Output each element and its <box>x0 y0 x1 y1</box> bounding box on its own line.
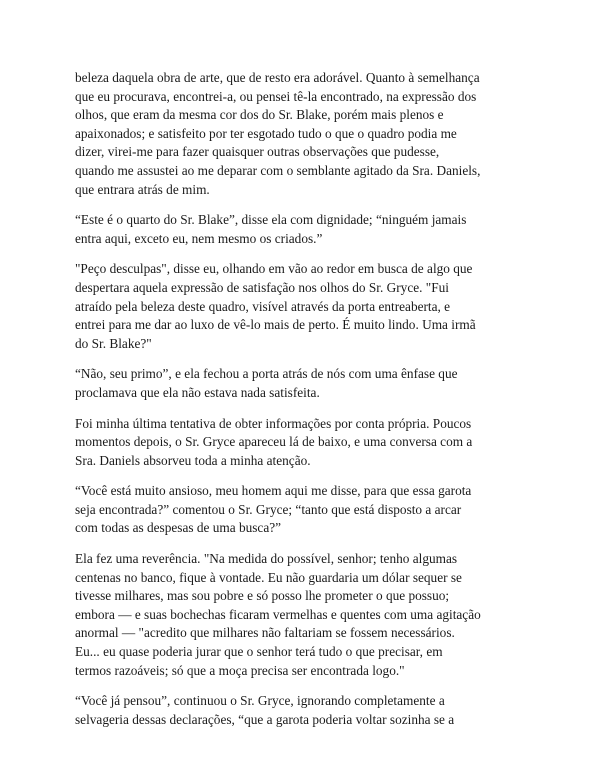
text-line: que entrara atrás de mim. <box>75 181 210 197</box>
paragraph <box>75 69 530 199</box>
text-line: “Você está muito ansioso, meu homem aqui me disse, para que essa garota <box>75 483 472 499</box>
paragraph <box>75 692 530 729</box>
text-line: proclamava que ela não estava nada satisfeita. <box>75 384 320 400</box>
text-line: entrei para me dar ao luxo de vê-lo mais de perto. É muito lindo. Uma irmã <box>75 317 476 333</box>
text-line: Sra. Daniels absorveu toda a minha atenção. <box>75 452 311 468</box>
text-line: olhos, que eram da mesma cor dos do Sr. Blake, porém mais plenos e <box>75 107 444 123</box>
paragraph <box>75 365 530 402</box>
text-line: “Este é o quarto do Sr. Blake”, disse ela com dignidade; “ninguém jamais <box>75 212 467 228</box>
paragraph <box>75 415 530 471</box>
text-line: “Não, seu primo”, e ela fechou a porta atrás de nós com uma ênfase que <box>75 366 458 382</box>
text-line: Foi minha última tentativa de obter informações por conta própria. Poucos <box>75 415 472 431</box>
paragraph <box>75 211 530 248</box>
text-line: selvageria dessas declarações, “que a garota poderia voltar sozinha se a <box>75 711 455 727</box>
text-line: embora — e suas bochechas ficaram vermelhas e quentes com uma agitação <box>75 606 481 622</box>
text-line: do Sr. Blake?" <box>75 335 152 351</box>
text-line: Eu... eu quase poderia jurar que o senhor terá tudo o que precisar, em <box>75 644 443 660</box>
text-line: quando me assustei ao me deparar com o semblante agitado da Sra. Daniels, <box>75 162 481 178</box>
paragraph <box>75 482 530 538</box>
text-line: momentos depois, o Sr. Gryce apareceu lá de baixo, e uma conversa com a <box>75 434 473 450</box>
text-line: anormal — "acredito que milhares não faltariam se fossem necessários. <box>75 625 455 641</box>
text-line: Ela fez uma reverência. "Na medida do possível, senhor; tenho algumas <box>75 551 458 567</box>
text-line: que eu procurava, encontrei-a, ou pensei tê-la encontrado, na expressão dos <box>75 88 477 104</box>
text-line: "Peço desculpas", disse eu, olhando em vão ao redor em busca de algo que <box>75 261 473 277</box>
text-line: termos razoáveis; só que a moça precisa ser encontrada logo." <box>75 662 405 678</box>
text-line: “Você já pensou”, continuou o Sr. Gryce, ignorando completamente a <box>75 693 445 709</box>
text-line: centenas no banco, fique à vontade. Eu não guardaria um dólar sequer se <box>75 569 462 585</box>
text-line: atraído pela beleza deste quadro, visível através da porta entreaberta, e <box>75 298 451 314</box>
text-line: entra aqui, exceto eu, nem mesmo os criados.” <box>75 230 323 246</box>
text-line: com todas as despesas de uma busca?” <box>75 520 282 536</box>
text-line: despertara aquela expressão de satisfação nos olhos do Sr. Gryce. "Fui <box>75 279 449 295</box>
text-line: apaixonados; e satisfeito por ter esgotado tudo o que o quadro podia me <box>75 125 457 141</box>
text-line: seja encontrada?” comentou o Sr. Gryce; “tanto que está disposto a arcar <box>75 501 462 517</box>
paragraph <box>75 260 530 353</box>
text-line: beleza daquela obra de arte, que de resto era adorável. Quanto à semelhança <box>75 70 480 85</box>
body-text <box>75 69 530 741</box>
text-line: dizer, virei-me para fazer quaisquer outras observações que pudesse, <box>75 144 440 160</box>
text-line: tivesse milhares, mas sou pobre e só posso lhe prometer o que possuo; <box>75 588 450 604</box>
paragraph <box>75 550 530 680</box>
